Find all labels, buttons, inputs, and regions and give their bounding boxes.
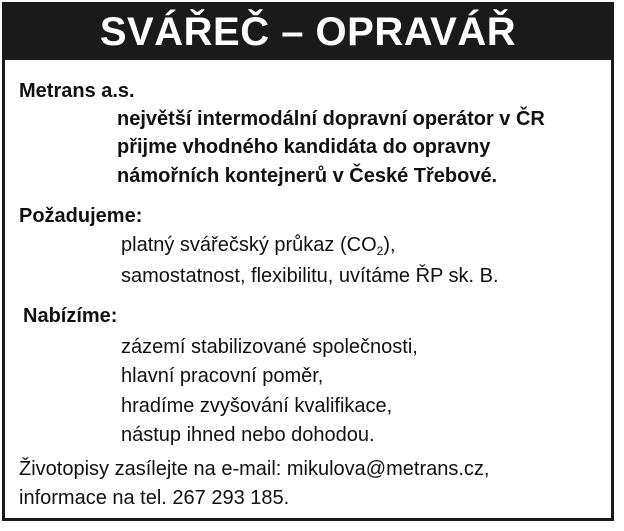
requirement-certificate-end: ), xyxy=(383,234,396,256)
offer-item: hradíme zvyšování kvalifikace, xyxy=(121,395,393,417)
intro-line-1: největší intermodální dopravní operátor v ČR xyxy=(117,108,545,130)
contact-email-line: Životopisy zasílejte na e-mail: mikulova@metrans.cz, xyxy=(19,458,490,480)
contact-phone-line: informace na tel. 267 293 185. xyxy=(19,487,290,509)
requirement-certificate-text: platný svářečský průkaz (CO xyxy=(121,234,377,256)
offers-heading: Nabízíme: xyxy=(23,305,118,327)
intro-line-3: námořních kontejnerů v České Třebové. xyxy=(117,165,498,187)
offer-item: zázemí stabilizované společnosti, xyxy=(121,336,418,358)
ad-title-banner xyxy=(5,5,611,60)
requirement-skills: samostatnost, flexibilitu, uvítáme ŘP sk. B. xyxy=(121,265,499,287)
company-name: Metrans a.s. xyxy=(19,80,135,102)
offer-item: nástup ihned nebo dohodou. xyxy=(121,424,375,446)
offer-item: hlavní pracovní poměr, xyxy=(121,365,324,387)
co2-subscript: 2 xyxy=(376,244,384,258)
job-ad xyxy=(2,2,614,521)
intro-line-2: přijme vhodného kandidáta do opravny xyxy=(117,136,491,158)
requirement-certificate xyxy=(121,233,396,263)
requirements-heading: Požadujeme: xyxy=(19,205,143,227)
ad-title: SVÁŘEČ – OPRAVÁŘ xyxy=(99,10,517,54)
